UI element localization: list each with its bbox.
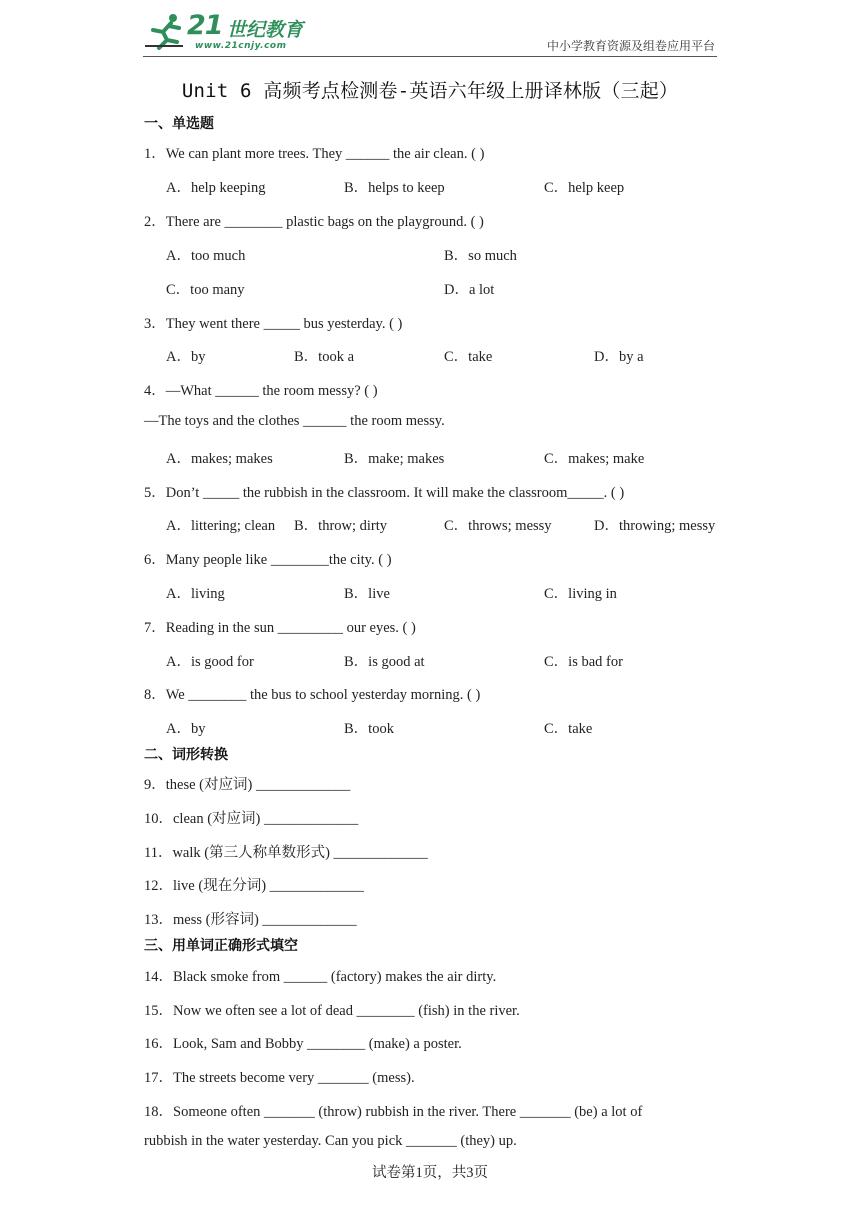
- q5-option-d: D．throwing; messy: [594, 518, 716, 534]
- q7-option-b: B．is good at: [344, 654, 425, 670]
- logo-number: 21: [187, 10, 223, 41]
- q7-option-a: A．is good for: [166, 654, 254, 670]
- q8-option-b: B．took: [344, 721, 394, 737]
- question-2: 2．There are ________ plastic bags on the playground. ( ): [144, 214, 484, 230]
- q7-option-c: C．is bad for: [544, 654, 623, 670]
- question-18: 18．Someone often _______ (throw) rubbish in the river. There _______ (be) a lot of: [144, 1104, 643, 1120]
- question-4: 4．—What ______ the room messy? ( ): [144, 383, 378, 399]
- question-17: 17．The streets become very _______ (mess).: [144, 1070, 415, 1086]
- question-9: 9．these (对应词) _____________: [144, 777, 351, 793]
- q3-option-c: C．take: [444, 349, 493, 365]
- question-16: 16．Look, Sam and Bobby ________ (make) a poster.: [144, 1036, 462, 1052]
- q4-option-a: A．makes; makes: [166, 451, 273, 467]
- q8-option-a: A．by: [166, 721, 206, 737]
- runner-logo-icon: [143, 12, 187, 52]
- page-header: [143, 10, 717, 57]
- question-14: 14．Black smoke from ______ (factory) makes the air dirty.: [144, 969, 497, 985]
- q2-option-a: A．too much: [166, 248, 246, 264]
- q5-option-b: B．throw; dirty: [294, 518, 388, 534]
- q2-option-c: C．too many: [166, 282, 245, 298]
- question-6: 6．Many people like ________the city. ( ): [144, 552, 392, 568]
- q5-option-c: C．throws; messy: [444, 518, 552, 534]
- section-heading-word-forms: 二、词形转换: [144, 747, 228, 763]
- q5-option-a: A．littering; clean: [166, 518, 276, 534]
- logo-chinese-text: 世纪教育: [227, 19, 304, 41]
- question-18-line-2: rubbish in the water yesterday. Can you pick _______ (they) up.: [144, 1133, 517, 1149]
- question-4-line-2: —The toys and the clothes ______ the room messy.: [144, 413, 445, 429]
- question-1: 1．We can plant more trees. They ______ the air clean. ( ): [144, 146, 485, 162]
- q1-option-a: A．help keeping: [166, 180, 266, 196]
- q4-option-c: C．makes; make: [544, 451, 645, 467]
- logo: [143, 12, 313, 54]
- question-10: 10．clean (对应词) _____________: [144, 811, 359, 827]
- q8-option-c: C．take: [544, 721, 593, 737]
- question-15: 15．Now we often see a lot of dead ________ (fish) in the river.: [144, 1003, 520, 1019]
- question-8: 8．We ________ the bus to school yesterday morning. ( ): [144, 687, 481, 703]
- q1-option-b: B．helps to keep: [344, 180, 445, 196]
- platform-name: 中小学教育资源及组卷应用平台: [546, 39, 715, 53]
- section-heading-single-choice: 一、单选题: [144, 116, 214, 132]
- q4-option-b: B．make; makes: [344, 451, 445, 467]
- question-12: 12．live (现在分词) _____________: [144, 878, 364, 894]
- q3-option-d: D．by a: [594, 349, 644, 365]
- q2-option-b: B．so much: [444, 248, 517, 264]
- q1-option-c: C．help keep: [544, 180, 625, 196]
- q6-option-c: C．living in: [544, 586, 617, 602]
- question-13: 13．mess (形容词) _____________: [144, 912, 357, 928]
- q3-option-a: A．by: [166, 349, 206, 365]
- question-7: 7．Reading in the sun _________ our eyes. ( ): [144, 620, 416, 636]
- q3-option-b: B．took a: [294, 349, 355, 365]
- question-3: 3．They went there _____ bus yesterday. ( ): [144, 316, 403, 332]
- q6-option-a: A．living: [166, 586, 225, 602]
- page-footer: 试卷第1页，共3页: [372, 1165, 488, 1181]
- page-title: Unit 6 高频考点检测卷-英语六年级上册译林版（三起）: [181, 80, 679, 102]
- q2-option-d: D．a lot: [444, 282, 495, 298]
- section-heading-fill-in: 三、用单词正确形式填空: [144, 938, 298, 954]
- logo-url: www.21cnjy.com: [195, 41, 287, 51]
- question-5: 5．Don’t _____ the rubbish in the classroom. It will make the classroom_____. ( ): [144, 485, 625, 501]
- question-11: 11．walk (第三人称单数形式) _____________: [144, 845, 428, 861]
- q6-option-b: B．live: [344, 586, 390, 602]
